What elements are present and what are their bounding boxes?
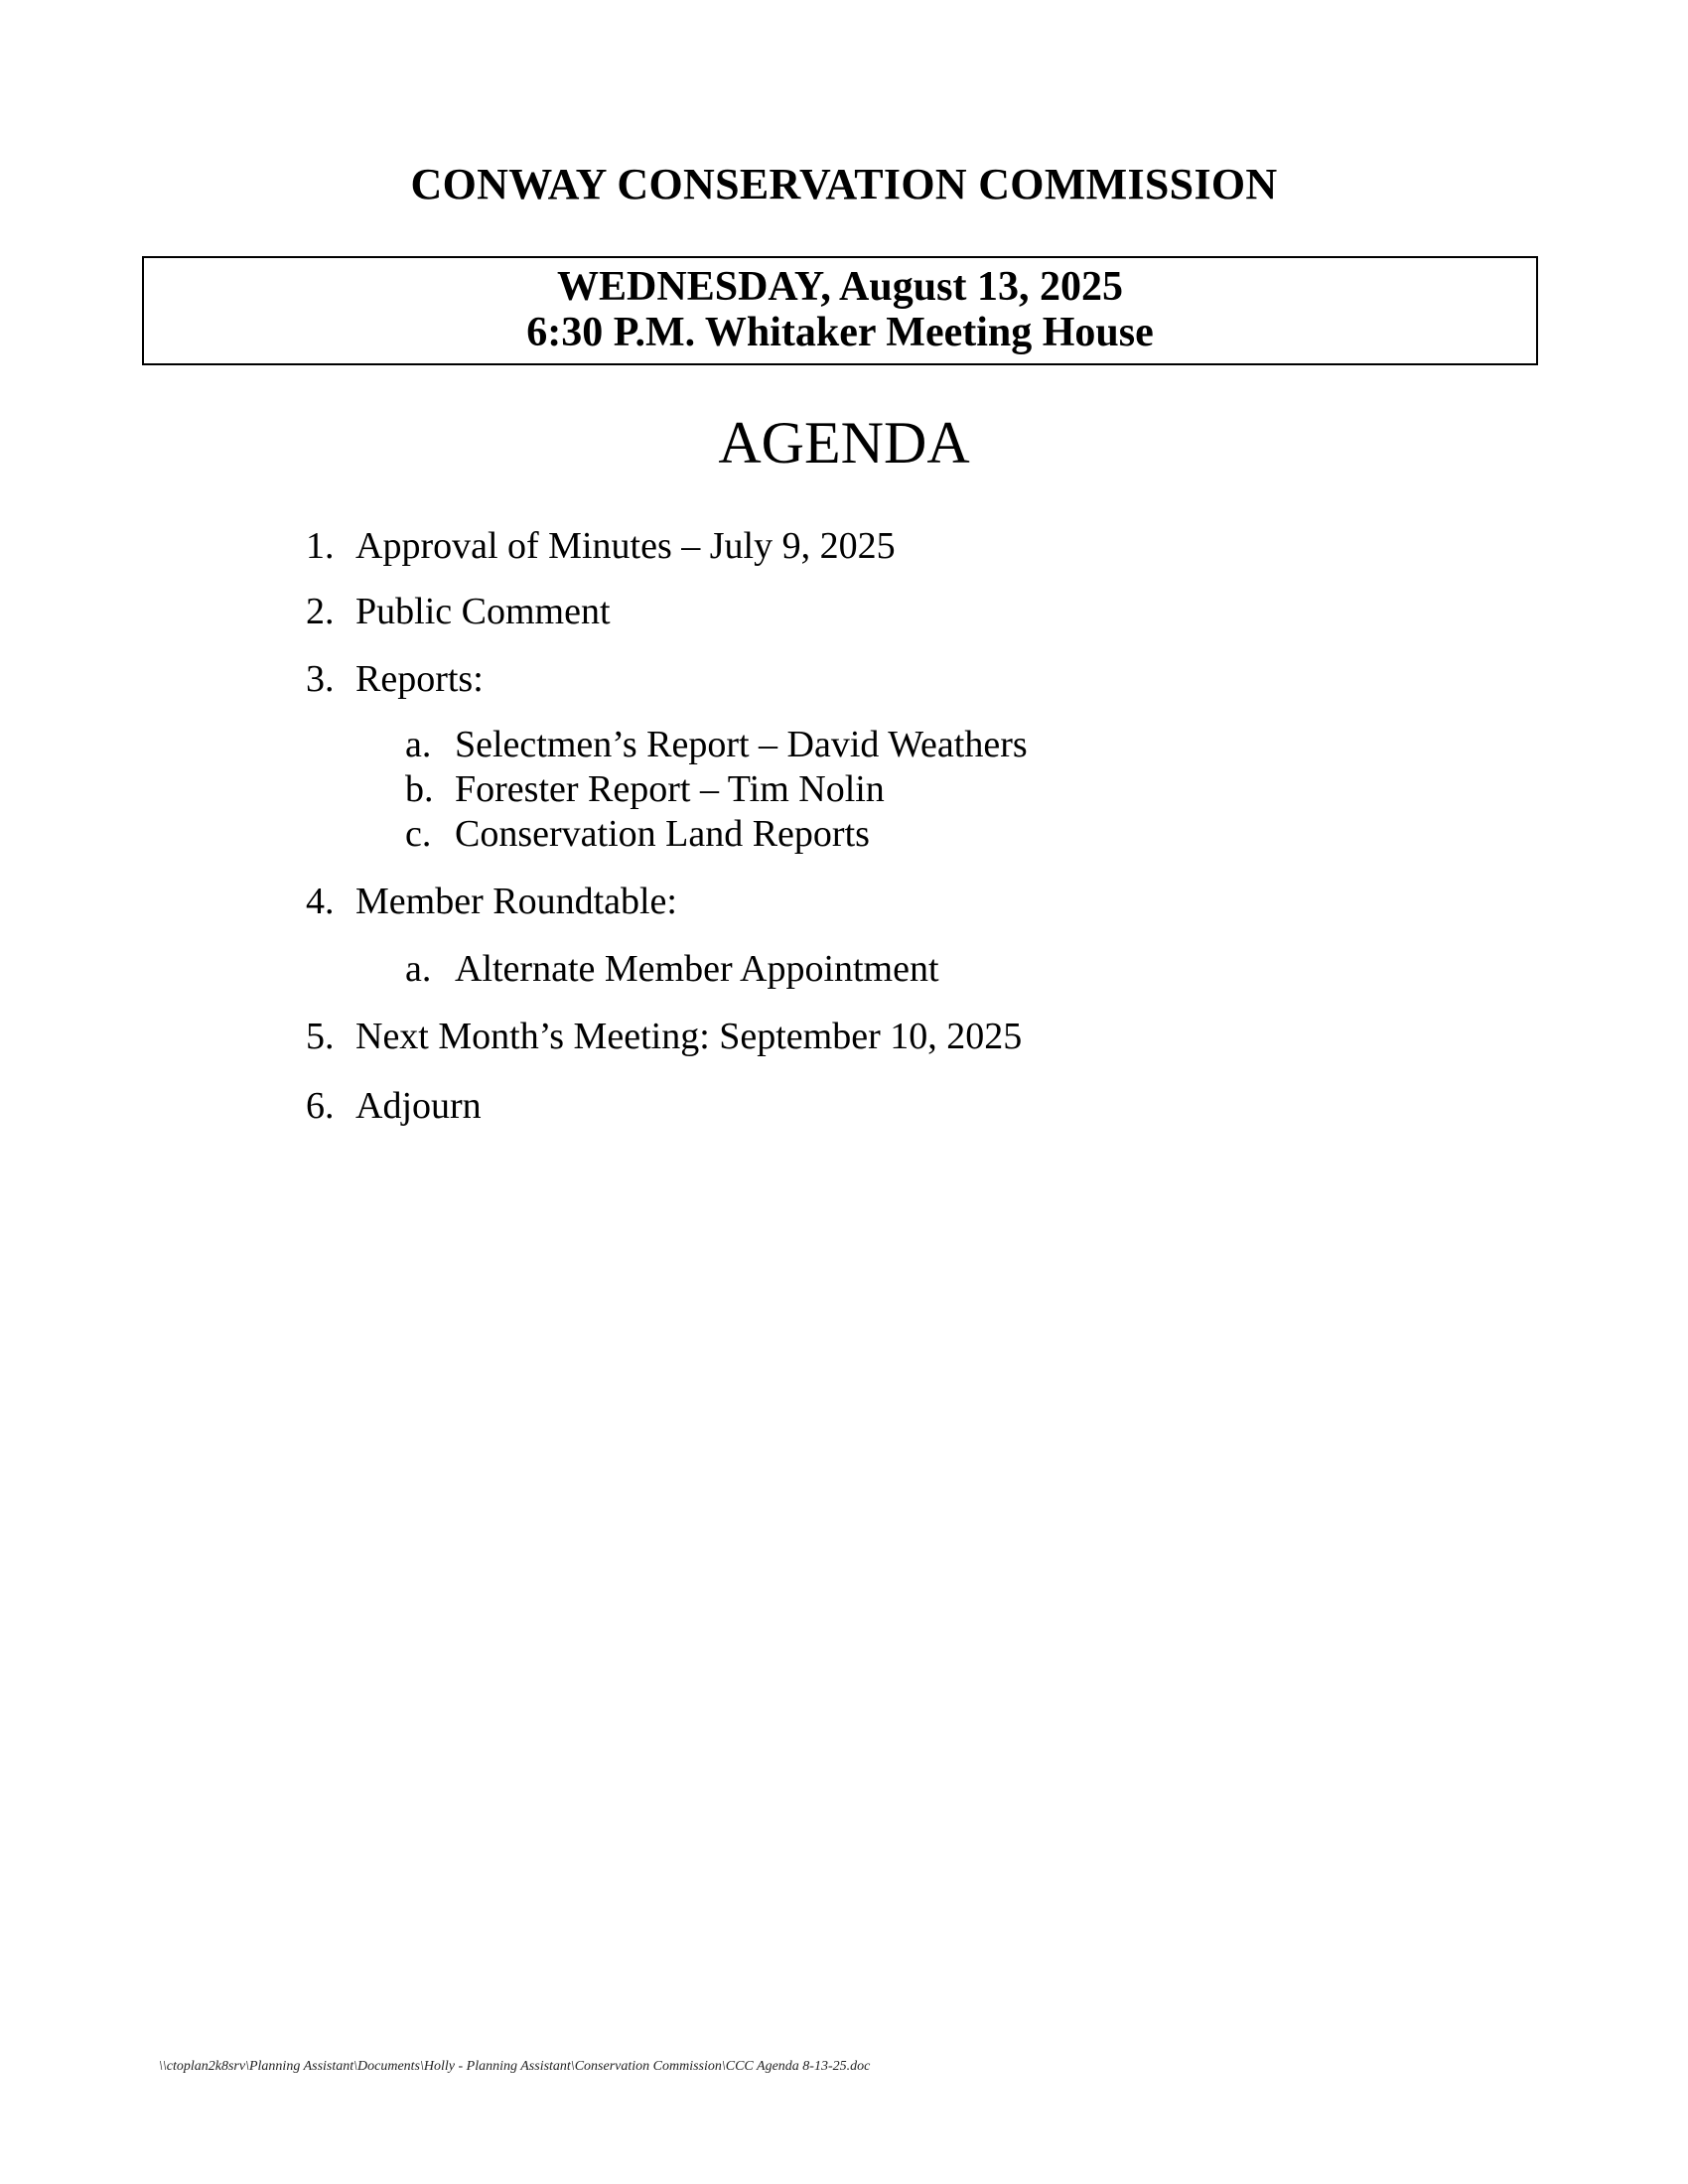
organization-title: CONWAY CONSERVATION COMMISSION — [410, 160, 1278, 208]
agenda-item-1 — [306, 523, 896, 569]
agenda-item-text: Conservation Land Reports — [455, 813, 870, 855]
agenda-item-text: Alternate Member Appointment — [455, 948, 939, 990]
agenda-item-3 — [306, 656, 484, 702]
meeting-date: WEDNESDAY, August 13, 2025 — [557, 264, 1123, 310]
footer-file-path: \\ctoplan2k8srv\Planning Assistant\Documents\Holly - Planning Assistant\Conservation Commission\CCC Agenda 8-13-25.doc — [159, 2059, 871, 2074]
agenda-item-text: Reports: — [355, 658, 484, 700]
agenda-subitem-3c — [405, 811, 870, 857]
agenda-subitem-3a — [405, 722, 1028, 767]
agenda-item-number: 6. — [306, 1085, 335, 1127]
agenda-item-text: Approval of Minutes – July 9, 2025 — [355, 525, 896, 567]
agenda-item-5 — [306, 1014, 1022, 1059]
agenda-item-number: b. — [405, 768, 434, 810]
agenda-item-4 — [306, 879, 677, 924]
agenda-item-text: Selectmen’s Report – David Weathers — [455, 724, 1028, 765]
agenda-item-number: 5. — [306, 1016, 335, 1057]
agenda-item-number: 3. — [306, 658, 335, 700]
agenda-item-number: 2. — [306, 591, 335, 632]
agenda-subitem-4a — [405, 946, 939, 992]
agenda-item-6 — [306, 1083, 482, 1129]
agenda-item-text: Public Comment — [355, 591, 611, 632]
agenda-subitem-3b — [405, 766, 885, 812]
agenda-item-text: Forester Report – Tim Nolin — [455, 768, 885, 810]
agenda-item-2 — [306, 589, 611, 634]
agenda-item-text: Member Roundtable: — [355, 881, 677, 922]
meeting-time-location: 6:30 P.M. Whitaker Meeting House — [526, 310, 1154, 355]
agenda-item-text: Next Month’s Meeting: September 10, 2025 — [355, 1016, 1023, 1057]
agenda-item-number: c. — [405, 813, 432, 855]
agenda-item-number: 4. — [306, 881, 335, 922]
agenda-item-text: Adjourn — [355, 1085, 482, 1127]
agenda-heading: AGENDA — [718, 410, 970, 476]
agenda-item-number: a. — [405, 724, 432, 765]
agenda-item-number: a. — [405, 948, 432, 990]
agenda-item-number: 1. — [306, 525, 335, 567]
